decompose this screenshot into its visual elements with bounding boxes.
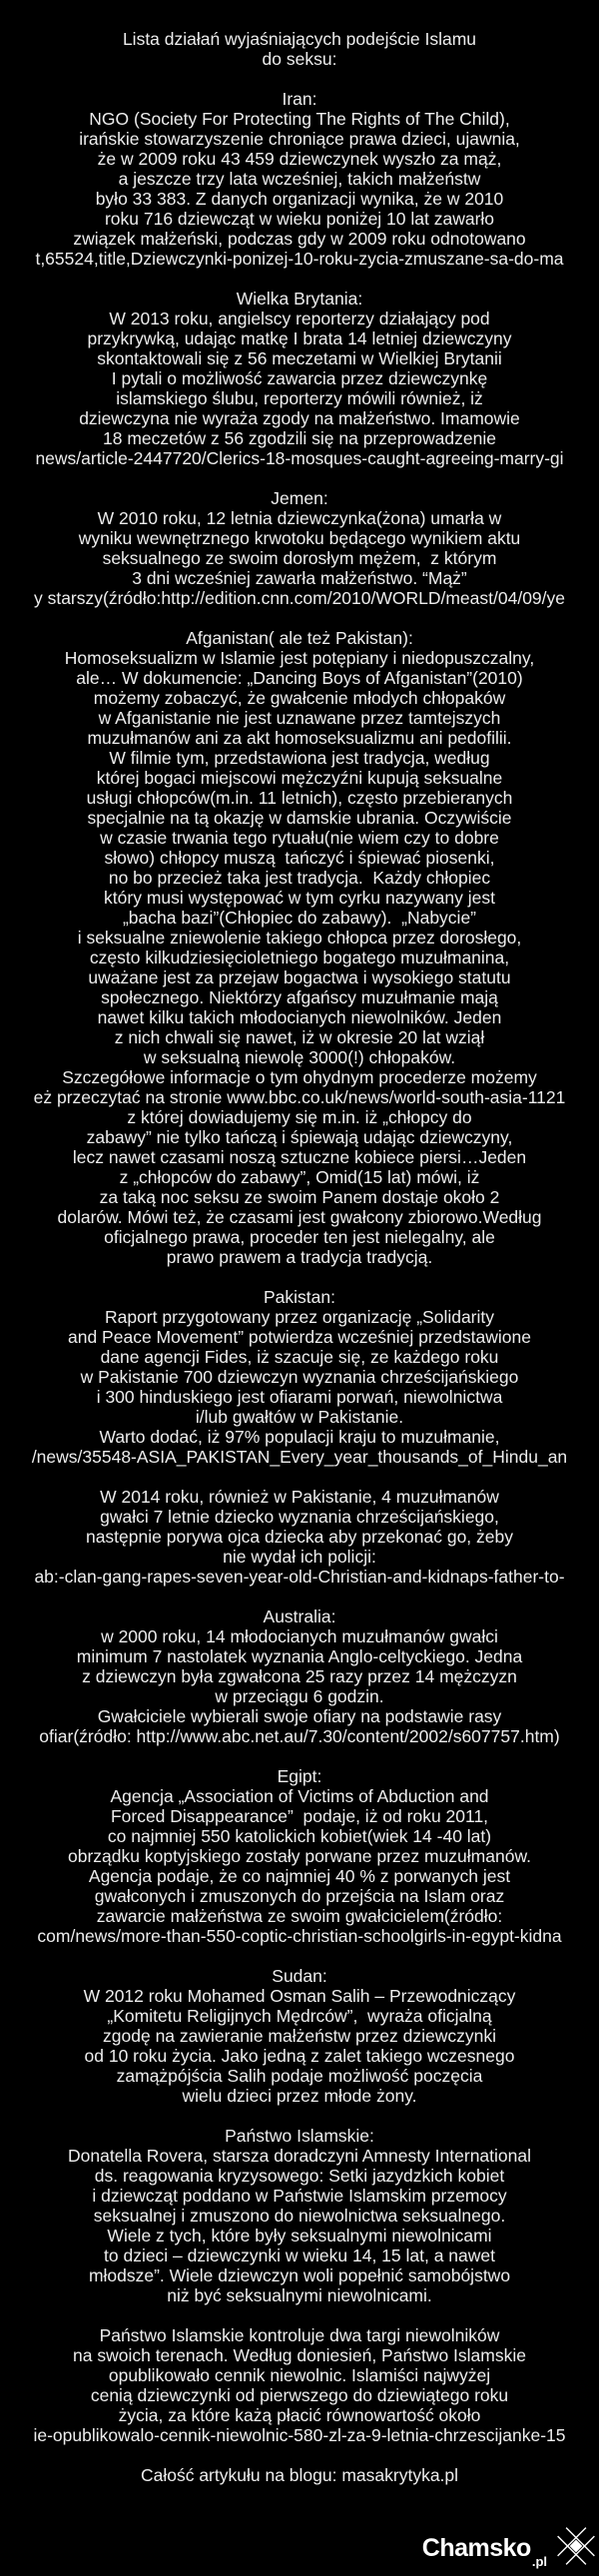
text-line: życia, za które każą płacić równowartość około bbox=[118, 2405, 481, 2425]
text-line: społecznego. Niektórzy afgańscy muzułmanie mają bbox=[101, 987, 498, 1007]
text-line: to dzieci – dziewczynki w wieku 14, 15 lat, a nawet bbox=[104, 2246, 495, 2265]
text-line: wielu dzieci przez młode żony. bbox=[182, 2086, 417, 2106]
text-line: dolarów. Mówi też, że czasami jest gwałcony zbiorowo.Według bbox=[57, 1207, 542, 1227]
text-line: niż być seksualnymi niewolnicami. bbox=[167, 2285, 432, 2305]
text-line: roku 716 dziewcząt w wieku poniżej 10 lat zawarło bbox=[104, 209, 495, 229]
blank-line bbox=[0, 269, 599, 289]
text-line: a jeszcze trzy lata wcześniej, takich małżeństw bbox=[118, 169, 481, 189]
text-line: islamskiego ślubu, reporterzy mówili również, iż bbox=[116, 388, 483, 408]
text-line: W filmie tym, przedstawiona jest tradycja, według bbox=[109, 748, 490, 768]
blank-line bbox=[0, 69, 599, 89]
text-line: z której dowiadujemy się m.in. iż „chłopcy do bbox=[127, 1107, 472, 1127]
text-line: słowo) chłopcy muszą tańczyć i śpiewać piosenki, bbox=[104, 848, 495, 868]
text-line: z dziewczyn była zgwałcona 25 razy przez 14 mężczyzn bbox=[82, 1666, 517, 1686]
text-line: i dziewcząt poddano w Państwie Islamskim przemocy bbox=[92, 2186, 507, 2206]
text-line: w Pakistanie 700 dziewczyn wyznania chrześcijańskiego bbox=[80, 1367, 519, 1387]
text-line: na swoich terenach. Według doniesień, Państwo Islamskie bbox=[73, 2345, 526, 2365]
text-line: w seksualną niewolę 3000(!) chłopaków. bbox=[143, 1047, 456, 1067]
blank-line bbox=[0, 1267, 599, 1287]
text-line: /news/35548-ASIA_PAKISTAN_Every_year_thousands_of_Hindu_an bbox=[31, 1447, 568, 1467]
text-line: W 2010 roku, 12 letnia dziewczynka(żona) umarła w bbox=[97, 508, 502, 528]
text-line: dane agencji Fides, iż szacuje się, ze każdego roku bbox=[100, 1347, 499, 1367]
blank-line bbox=[0, 2106, 599, 2126]
blank-line bbox=[0, 468, 599, 488]
text-line: z nich chwali się nawet, iż w okresie 20 lat wziął bbox=[114, 1027, 485, 1047]
text-line: i 300 hinduskiego jest ofiarami porwań, niewolnictwa bbox=[96, 1387, 503, 1407]
text-line: młodsze”. Wiele dziewczyn woli popełnić samobójstwo bbox=[88, 2265, 511, 2285]
chamsko-diamond-hash-icon bbox=[555, 2525, 597, 2572]
text-line: Donatella Rovera, starsza doradczyni Amnesty International bbox=[68, 2146, 531, 2166]
text-line: eż przeczytać na stronie www.bbc.co.uk/news/world-south-asia-1121 bbox=[33, 1087, 566, 1107]
section-heading: Państwo Islamskie: bbox=[225, 2126, 374, 2146]
text-line: której bogaci miejscowi mężczyźni kupują seksualne bbox=[96, 768, 503, 788]
text-line: uważane jest za przejaw bogactwa i wysokiego statutu bbox=[88, 967, 511, 987]
text-line: było 33 383. Z danych organizacji wynika, że w 2010 bbox=[95, 189, 504, 209]
text-line: do seksu: bbox=[262, 49, 337, 69]
text-line: przykrywką, udając matkę I brata 14 letniej dziewczyny bbox=[87, 328, 512, 348]
section-heading: Pakistan: bbox=[264, 1287, 335, 1307]
text-line: związek małżeński, podczas gdy w 2009 roku odnotowano bbox=[73, 229, 526, 249]
section-heading: Australia: bbox=[263, 1607, 336, 1626]
text-line: wyniku wewnętrznego krwotoku będącego wynikiem aktu bbox=[78, 528, 521, 548]
text-line: ofiar(źródło: http://www.abc.net.au/7.30/content/2002/s607757.htm) bbox=[39, 1726, 560, 1746]
text-line: że w 2009 roku 43 459 dziewczynek wyszło za mąż, bbox=[97, 149, 502, 169]
text-line: Wiele z tych, które były seksualnymi niewolnicami bbox=[107, 2226, 492, 2246]
text-line: lecz nawet czasami noszą sztuczne kobiece piersi…Jeden bbox=[72, 1147, 527, 1167]
text-line: ds. reagowania kryzysowego: Setki jazydzkich kobiet bbox=[94, 2166, 505, 2186]
text-line: com/news/more-than-550-coptic-christian-schoolgirls-in-egypt-kidna bbox=[37, 1926, 562, 1946]
text-line: dziewczyna nie wyraża zgody na małżeństwo. Imamowie bbox=[79, 408, 520, 428]
section-heading: Sudan: bbox=[272, 1966, 327, 1986]
text-line: NGO (Society For Protecting The Rights of The Child), bbox=[89, 109, 510, 129]
text-line: seksualnego ze swoim dorosłym mężem, z którym bbox=[102, 548, 497, 568]
section-heading: Wielka Brytania: bbox=[236, 289, 363, 309]
text-line: obrządku koptyjskiego zostały porwane przez muzułmanów. bbox=[68, 1846, 531, 1866]
text-line: t,65524,title,Dziewczynki-ponizej-10-roku-zycia-zmuszane-sa-do-ma bbox=[35, 249, 564, 269]
text-line: muzułmanów ani za akt homoseksualizmu ani pedofilii. bbox=[87, 728, 512, 748]
text-line: Forced Disappearance” podaje, iż od roku 2011, bbox=[110, 1806, 489, 1826]
text-line: ale… W dokumencie: „Dancing Boys of Afganistan”(2010) bbox=[76, 668, 523, 688]
text-line: nawet kilku takich młodocianych niewolników. Jeden bbox=[97, 1007, 502, 1027]
blank-line bbox=[0, 1467, 599, 1487]
text-line: w 2000 roku, 14 młodocianych muzułmanów gwałci bbox=[101, 1626, 498, 1646]
text-line: W 2014 roku, również w Pakistanie, 4 muzułmanów bbox=[100, 1487, 499, 1507]
text-line: od 10 roku życia. Jako jedną z zalet takiego wczesnego bbox=[84, 2046, 515, 2066]
text-line: ie-opublikowalo-cennik-niewolnic-580-zl-za-9-letnia-chrzescijanke-15 bbox=[33, 2425, 566, 2445]
text-line: Lista działań wyjaśniających podejście Islamu bbox=[122, 29, 477, 49]
blank-line bbox=[0, 1587, 599, 1607]
article-text-body bbox=[0, 29, 599, 2485]
text-line: W 2012 roku Mohamed Osman Salih – Przewodniczący bbox=[83, 1986, 516, 2006]
text-line: nie wydał ich policji: bbox=[223, 1547, 376, 1567]
text-line: zabawy” nie tylko tańczą i śpiewają udając dziewczyny, bbox=[86, 1127, 513, 1147]
text-line: irańskie stowarzyszenie chroniące prawa dzieci, ujawnia, bbox=[79, 129, 520, 149]
text-line: i seksualne zniewolenie takiego chłopca przez dorosłego, bbox=[77, 928, 522, 948]
text-line: Państwo Islamskie kontroluje dwa targi niewolników bbox=[99, 2325, 500, 2345]
logo-suffix: .pl bbox=[531, 2554, 547, 2569]
text-line: następnie porywa ojca dziecka aby przekonać go, żeby bbox=[85, 1527, 514, 1547]
blank-line bbox=[0, 608, 599, 628]
text-line: który musi występować w tym cyrku nazywany jest bbox=[104, 888, 495, 908]
text-line: w przeciągu 6 godzin. bbox=[215, 1686, 384, 1706]
text-line: gwałci 7 letnie dziecko wyznania chrześcijańskiego, bbox=[100, 1507, 499, 1527]
text-line: y starszy(źródło:http://edition.cnn.com/2010/WORLD/meast/04/09/ye bbox=[33, 588, 566, 608]
text-line: „Komitetu Religijnych Mędrców”, wyraża oficjalną bbox=[107, 2006, 492, 2026]
text-line: Warto dodać, iż 97% populacji kraju to muzułmanie, bbox=[99, 1427, 500, 1447]
text-line: usługi chłopców(m.in. 11 letnich), często przebieranych bbox=[86, 788, 513, 808]
text-line: minimum 7 nastolatek wyznania Anglo-celtyckiego. Jedna bbox=[76, 1646, 523, 1666]
text-line: cenią dziewczynki od pierwszego do dziewiątego roku bbox=[90, 2385, 509, 2405]
text-line: news/article-2447720/Clerics-18-mosques-caught-agreeing-marry-gi bbox=[35, 448, 564, 468]
blank-line bbox=[0, 2445, 599, 2465]
text-line: Homoseksualizm w Islamie jest potępiany i niedopuszczalny, bbox=[64, 648, 535, 668]
text-line: w Afganistanie nie jest uznawane przez tamtejszych bbox=[98, 708, 501, 728]
text-line: W 2013 roku, angielscy reporterzy działający pod bbox=[109, 309, 490, 328]
logo-text: Chamsko bbox=[421, 2534, 531, 2562]
text-line: Agencja podaje, że co najmniej 40 % z porwanych jest bbox=[88, 1866, 511, 1886]
text-line: prawo prawem a tradycja tradycją. bbox=[166, 1247, 433, 1267]
blank-line bbox=[0, 1746, 599, 1766]
text-line: z „chłopców do zabawy”, Omid(15 lat) mówi, iż bbox=[119, 1167, 480, 1187]
section-heading: Egipt: bbox=[277, 1766, 322, 1786]
text-line: Całość artykułu na blogu: masakrytyka.pl bbox=[140, 2465, 459, 2485]
text-line: zgodę na zawieranie małżeństw przez dziewczynki bbox=[103, 2026, 496, 2046]
text-line: opublikowało cennik niewolnic. Islamiści najwyżej bbox=[108, 2365, 491, 2385]
blank-line bbox=[0, 1946, 599, 1966]
text-line: Szczegółowe informacje o tym ohydnym procederze możemy bbox=[62, 1067, 537, 1087]
text-line: 3 dni wcześniej zawarła małżeństwo. “Mąż” bbox=[132, 568, 467, 588]
text-line: gwałconych i zmuszonych do przejścia na Islam oraz bbox=[94, 1886, 505, 1906]
blank-line bbox=[0, 2305, 599, 2325]
text-line: co najmniej 550 katolickich kobiet(wiek 14 -40 lat) bbox=[107, 1826, 492, 1846]
text-line: I pytali o możliwość zawarcia przez dziewczynkę bbox=[111, 368, 488, 388]
section-heading: Iran: bbox=[282, 89, 317, 109]
text-line: oficjalnego prawa, proceder ten jest nielegalny, ale bbox=[104, 1227, 495, 1247]
text-line: specjalnie na tą okazję w damskie ubrania. Oczywiście bbox=[87, 808, 512, 828]
text-line: i/lub gwałtów w Pakistanie. bbox=[195, 1407, 404, 1427]
text-line: ab:-clan-gang-rapes-seven-year-old-Christian-and-kidnaps-father-to- bbox=[34, 1567, 565, 1587]
section-heading: Afganistan( ale też Pakistan): bbox=[186, 628, 413, 648]
text-line: „bacha bazi”(Chłopiec do zabawy). „Nabycie” bbox=[122, 908, 477, 928]
text-line: seksualnej i zmuszono do niewolnictwa seksualnego. bbox=[93, 2206, 506, 2226]
text-line: Raport przygotowany przez organizację „Solidarity bbox=[104, 1307, 495, 1327]
section-heading: Jemen: bbox=[271, 488, 328, 508]
text-line: 18 meczetów z 56 zgodzili się na przeprowadzenie bbox=[103, 428, 496, 448]
text-line: możemy zobaczyć, że gwałcenie młodych chłopaków bbox=[93, 688, 506, 708]
site-logo bbox=[422, 2525, 597, 2572]
text-line: and Peace Movement” potwierdza wcześniej przedstawione bbox=[68, 1327, 531, 1347]
text-line: zamążpójścia Salih podaje możliwość poczęcia bbox=[116, 2066, 483, 2086]
text-line: zawarcie małżeństwa ze swoim gwałcicielem(źródło: bbox=[96, 1906, 503, 1926]
text-line: za taką noc seksu ze swoim Panem dostaje około 2 bbox=[99, 1187, 500, 1207]
text-line: no bo przecież taka jest tradycja. Każdy chłopiec bbox=[108, 868, 491, 888]
text-line: często kilkudziesięcioletniego bogatego muzułmanina, bbox=[89, 948, 510, 967]
text-line: w czasie trwania tego rytuału(nie wiem czy to dobre bbox=[100, 828, 499, 848]
text-line: Agencja „Association of Victims of Abduction and bbox=[110, 1786, 489, 1806]
text-line: Gwałciciele wybierali swoje ofiary na podstawie rasy bbox=[97, 1706, 502, 1726]
text-line: skontaktowali się z 56 meczetami w Wielkiej Brytanii bbox=[97, 348, 502, 368]
